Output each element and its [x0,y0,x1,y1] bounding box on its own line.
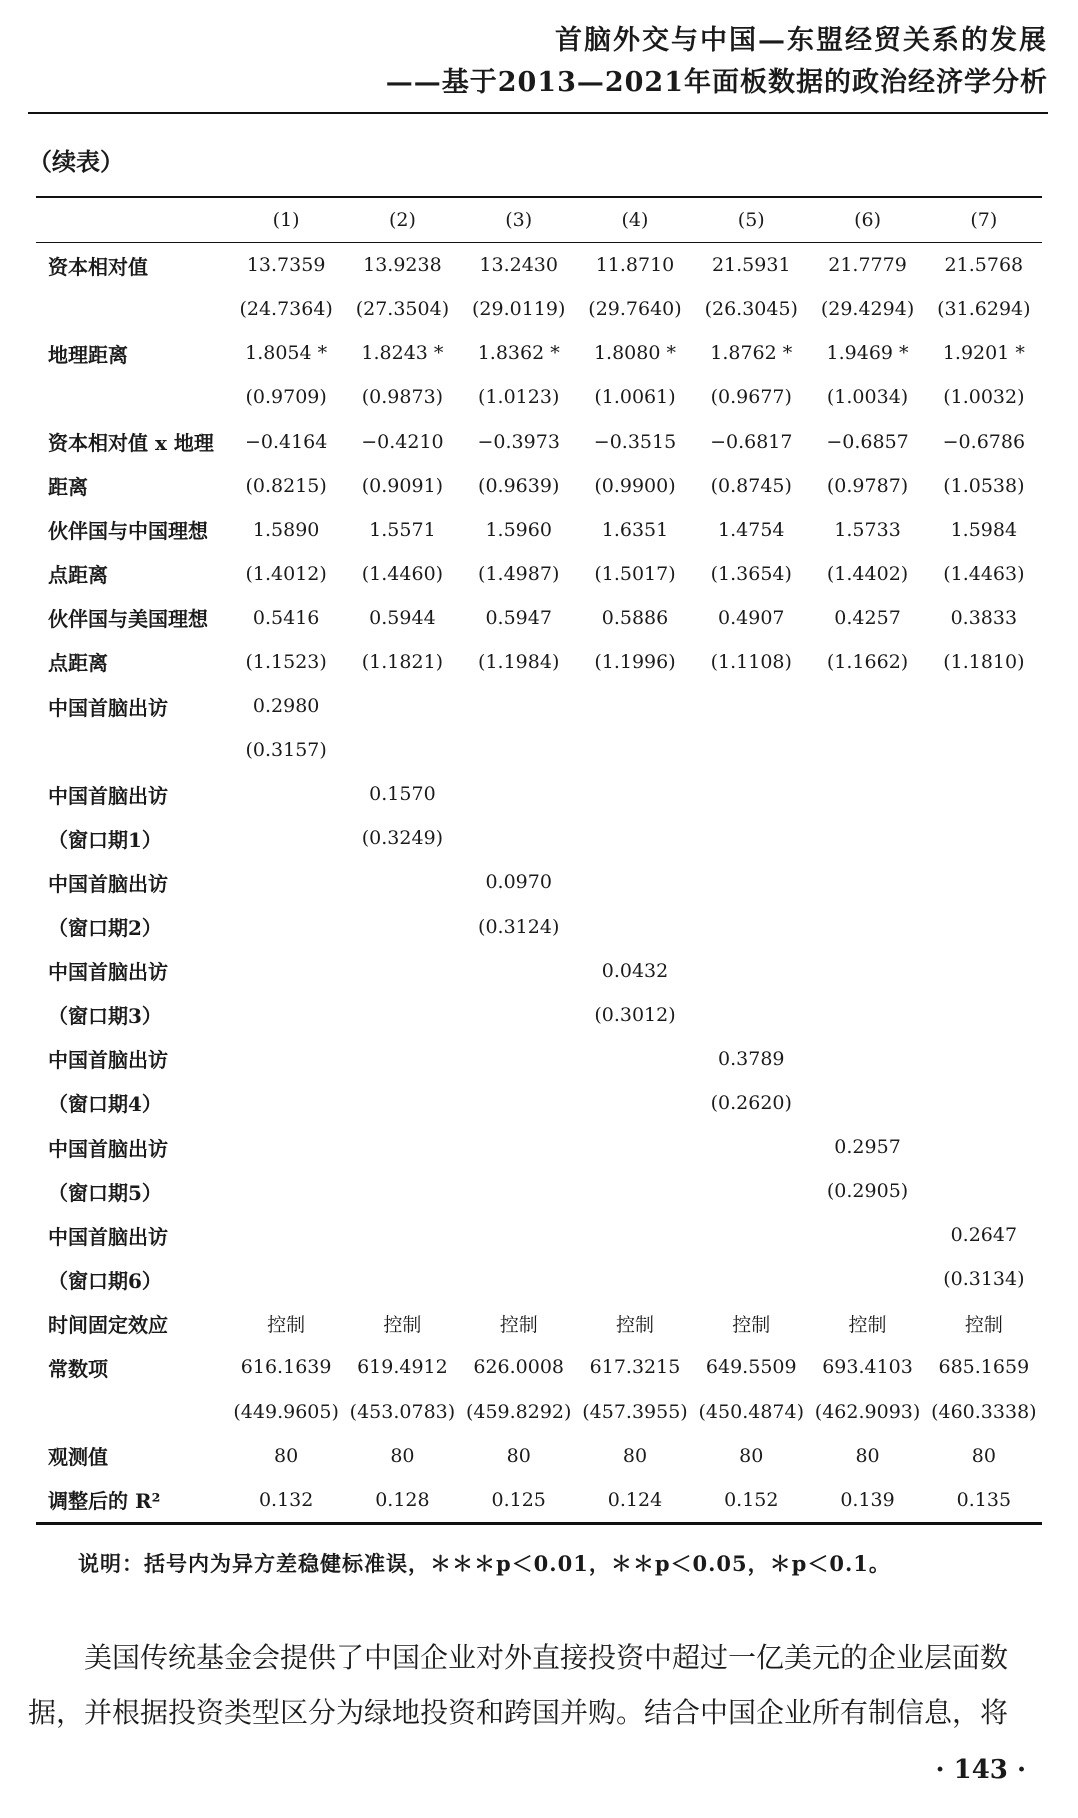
row-label: 中国首脑出访 [48,783,168,808]
table-row [36,552,1042,596]
table-cell: 1.5733 [834,518,901,541]
regression-table [36,196,1042,1525]
table-cell [926,816,1042,860]
table-cell [344,1081,460,1125]
table-cell [577,1257,693,1301]
table-cell: 控制 [267,1313,306,1336]
table-row [36,1478,1042,1524]
table-cell [461,1125,577,1169]
table-cell: 80 [274,1444,299,1467]
row-label: 中国首脑出访 [48,960,168,985]
table-cell [809,772,925,816]
table-cell: (1.1821) [361,650,444,673]
column-header: (6) [809,197,925,243]
row-label: 中国首脑出访 [48,1224,168,1249]
row-label: 点距离 [48,651,108,676]
table-cell: 13.9238 [363,254,442,277]
table-cell: −0.6857 [826,430,909,453]
table-cell [228,1037,344,1081]
table-cell [461,728,577,772]
table-row [36,243,1042,288]
table-row [36,772,1042,816]
table-row [36,640,1042,684]
table-cell [344,1169,460,1213]
table-row [36,1345,1042,1389]
table-row [36,508,1042,552]
table-cell [577,1213,693,1257]
table-cell: 1.8362 * [477,342,560,365]
table-cell: (450.4874) [698,1400,804,1423]
table-cell [461,1169,577,1213]
table-cell: 0.2647 [950,1224,1018,1247]
table-row [36,1169,1042,1213]
table-cell: 1.8762 * [710,342,793,365]
table-cell: (29.7640) [588,298,682,321]
table-note: 说明：括号内为异方差稳健标准误，＊＊＊p＜0.01，＊＊p＜0.05，＊p＜0.1。 [78,1551,891,1576]
table-cell: 1.5984 [950,518,1018,541]
running-header [28,22,1048,102]
row-label: 调整后的 R² [36,1478,228,1524]
table-cell: 11.8710 [595,254,675,277]
table-cell: 1.4754 [718,518,785,541]
table-cell: −0.6817 [710,430,793,453]
table-cell: 0.0432 [601,959,669,982]
table-cell [461,1213,577,1257]
table-cell: 21.5768 [944,254,1024,277]
running-header-line2: ——基于2013—2021年面板数据的政治经济学分析 [385,67,1048,98]
table-cell [461,993,577,1037]
table-cell [809,1037,925,1081]
table-cell [577,1037,693,1081]
table-cell: 1.9201 * [942,342,1025,365]
row-label: 中国首脑出访 [48,871,168,896]
row-label: 伙伴国与美国理想 [48,607,208,632]
table-cell: (27.3504) [355,298,450,321]
table-cell: −0.4210 [361,430,444,453]
table-cell: (24.7364) [239,298,333,321]
table-cell [926,684,1042,728]
table-cell [461,816,577,860]
table-cell: −0.3515 [593,430,677,453]
table-cell: 0.125 [461,1478,577,1524]
table-cell: 21.7779 [828,254,907,277]
table-cell: 0.132 [228,1478,344,1524]
table-cell: (460.3338) [931,1400,1037,1423]
row-label: 点距离 [48,563,108,588]
table-cell [228,949,344,993]
table-row [36,1081,1042,1125]
table-cell: (1.1108) [710,650,792,673]
table-cell: 1.5890 [252,518,320,541]
table-cell: (1.1662) [826,650,909,673]
table-cell [693,1257,809,1301]
table-cell: (1.4012) [245,562,327,585]
table-cell: 0.5886 [601,606,669,629]
column-header: (2) [344,197,460,243]
table-cell: 控制 [383,1313,422,1336]
table-cell: 0.139 [809,1478,925,1524]
table-cell [228,772,344,816]
table-row [36,728,1042,772]
table-cell: (459.8292) [465,1400,572,1423]
table-cell [926,1169,1042,1213]
table-cell [809,1257,925,1301]
table-cell: (1.0032) [943,386,1025,409]
row-label: （窗口期1） [48,827,162,852]
table-cell: (29.4294) [820,298,915,321]
table-cell: 0.124 [577,1478,693,1524]
table-cell: 685.1659 [938,1356,1030,1379]
table-cell: 0.2957 [834,1136,901,1159]
table-cell: 0.0970 [485,871,552,894]
table-cell: (0.9091) [361,474,444,497]
row-label: （窗口期2） [48,916,162,941]
row-label: （窗口期6） [48,1268,162,1293]
table-cell [344,860,460,904]
table-cell [693,860,809,904]
table-cell: 0.3833 [950,606,1018,629]
table-cell: (0.3249) [361,827,444,850]
table-cell [693,816,809,860]
table-cell [926,1081,1042,1125]
table-cell [926,860,1042,904]
table-cell [577,684,693,728]
table-cell [577,1169,693,1213]
table-cell: (1.4987) [478,562,560,585]
table-cell [577,772,693,816]
table-cell [693,684,809,728]
table-cell: (453.0783) [349,1400,456,1423]
column-header: (4) [577,197,693,243]
table-cell: (1.1523) [245,650,327,673]
table-cell [926,728,1042,772]
table-row [36,1390,1042,1434]
running-header-line1: 首脑外交与中国—东盟经贸关系的发展 [555,25,1048,56]
table-cell: 控制 [848,1313,887,1336]
table-cell: 0.1570 [369,783,436,806]
table-cell [926,949,1042,993]
table-cell: 控制 [732,1313,771,1336]
row-label: 中国首脑出访 [48,1048,168,1073]
table-cell [577,1125,693,1169]
table-header-row [36,197,1042,243]
table-cell [344,684,460,728]
table-row [36,287,1042,331]
table-row [36,1434,1042,1478]
row-label [36,1390,228,1434]
table-cell [344,1037,460,1081]
column-header: (1) [228,197,344,243]
row-label: 中国首脑出访 [48,1136,168,1161]
table-row [36,375,1042,419]
table-cell: 0.135 [926,1478,1042,1524]
table-cell: −0.6786 [942,430,1026,453]
table-row [36,419,1042,463]
row-label: 中国首脑出访 [48,695,168,720]
table-row [36,860,1042,904]
table-cell [228,1169,344,1213]
table-cell: (0.9787) [826,474,909,497]
table-cell: 21.5931 [711,254,791,277]
table-cell: 0.5416 [252,606,320,629]
table-cell: (0.2620) [710,1091,792,1114]
table-cell: (0.3012) [594,1003,676,1026]
table-cell: −0.3973 [477,430,560,453]
table-cell [577,1081,693,1125]
table-cell: 80 [506,1444,531,1467]
table-cell: (1.5017) [594,562,676,585]
table-cell [228,905,344,949]
table-cell: (1.0538) [943,474,1025,497]
table-cell [809,993,925,1037]
table-cell: 控制 [499,1313,538,1336]
table-row [36,905,1042,949]
table-cell: 80 [739,1444,764,1467]
table-cell [344,949,460,993]
row-label [36,728,228,772]
header-corner [36,197,228,243]
table-cell [809,1081,925,1125]
table-cell [926,1125,1042,1169]
table-cell: 80 [390,1444,415,1467]
table-cell [926,1037,1042,1081]
table-cell [809,728,925,772]
table-cell [228,1125,344,1169]
table-cell [809,816,925,860]
table-cell [461,1037,577,1081]
row-label: 资本相对值 [48,254,148,279]
table-row [36,1213,1042,1257]
table-cell [693,1169,809,1213]
row-label: （窗口期5） [48,1180,162,1205]
table-cell: (1.0034) [826,386,909,409]
row-label: 时间固定效应 [48,1312,168,1337]
regression-table-body [36,197,1042,1523]
table-cell: (26.3045) [704,298,798,321]
page-number: · 143 · [935,1755,1026,1785]
table-cell [461,772,577,816]
table-cell: 0.5947 [485,606,552,629]
table-cell [809,905,925,949]
table-cell: 1.8080 * [593,342,676,365]
column-header: (7) [926,197,1042,243]
table-cell [228,993,344,1037]
table-cell: (1.4460) [361,562,444,585]
table-cell [693,728,809,772]
table-cell: (0.3157) [245,739,327,762]
row-label: （窗口期4） [48,1092,162,1117]
table-row [36,331,1042,375]
row-label: 观测值 [48,1445,108,1470]
table-cell: 0.2980 [252,695,320,718]
table-cell [809,684,925,728]
table-cell: 1.8243 * [361,342,444,365]
row-label: 常数项 [48,1356,108,1381]
table-cell: −0.4164 [244,430,328,453]
table-cell [693,772,809,816]
table-cell: 0.152 [693,1478,809,1524]
table-cell [809,1213,925,1257]
table-cell [809,860,925,904]
table-cell: (1.0123) [478,386,560,409]
table-cell: 619.4912 [357,1356,448,1379]
table-cell [344,993,460,1037]
table-cell: 626.0008 [473,1356,565,1379]
table-cell [228,860,344,904]
table-cell [693,905,809,949]
table-cell: 13.7359 [246,254,326,277]
table-cell: (0.9677) [710,386,792,409]
table-cell [344,1257,460,1301]
table-row [36,1257,1042,1301]
table-cell: (0.9900) [594,474,676,497]
row-label: 地理距离 [48,342,128,367]
table-cell: (0.8745) [710,474,792,497]
table-cell: (0.9873) [361,386,444,409]
table-cell: 616.1639 [240,1356,332,1379]
table-row [36,993,1042,1037]
row-label [36,287,228,331]
table-cell [926,905,1042,949]
table-cell: (0.9709) [245,386,327,409]
table-cell: 80 [622,1444,648,1467]
table-cell: (0.9639) [478,474,560,497]
table-cell: (31.6294) [937,298,1031,321]
table-cell: (462.9093) [814,1400,921,1423]
table-cell: 0.3789 [718,1047,785,1070]
row-label [36,375,228,419]
table-cell [228,816,344,860]
table-cell: 693.4103 [822,1356,913,1379]
table-row [36,464,1042,508]
table-cell: (0.8215) [245,474,327,497]
table-cell: 0.128 [344,1478,460,1524]
table-cell [228,1213,344,1257]
row-label: 距离 [48,475,88,500]
table-cell [577,905,693,949]
table-row [36,596,1042,640]
table-cell: 649.5509 [705,1356,797,1379]
row-label: 伙伴国与中国理想 [48,519,208,544]
table-cell: (1.4463) [943,562,1025,585]
table-cell [461,1081,577,1125]
table-cell [926,993,1042,1037]
table-cell: 13.2430 [479,254,558,277]
column-header: (3) [461,197,577,243]
table-row [36,1125,1042,1169]
table-cell: (1.4402) [826,562,909,585]
table-cell: (449.9605) [233,1400,339,1423]
table-cell: (29.0119) [472,298,566,321]
table-cell: 0.4257 [834,606,901,629]
table-cell [461,1257,577,1301]
table-cell [228,1081,344,1125]
table-cell [809,949,925,993]
table-cell [461,949,577,993]
row-label: （窗口期3） [48,1004,162,1029]
table-cell [926,772,1042,816]
table-cell: (1.1984) [478,650,560,673]
table-cell: 控制 [964,1313,1003,1336]
table-cell: (0.3124) [478,915,560,938]
table-cell: (1.3654) [710,562,792,585]
table-cell: 1.8054 * [245,342,328,365]
header-rule [28,112,1048,114]
continued-label: （续表） [28,147,124,176]
table-cell: 1.9469 * [826,342,909,365]
table-cell: 0.4907 [718,606,785,629]
table-cell: (1.1996) [594,650,676,673]
table-cell: (457.3955) [582,1400,688,1423]
table-row [36,949,1042,993]
table-cell: (1.0061) [594,386,676,409]
table-cell [577,728,693,772]
table-cell [693,949,809,993]
table-cell [344,728,460,772]
table-cell: 0.5944 [369,606,436,629]
table-cell: (0.3134) [943,1268,1025,1291]
table-cell: 1.5960 [485,518,552,541]
table-cell: 617.3215 [589,1356,681,1379]
table-cell: (1.1810) [943,650,1025,673]
table-cell [693,1125,809,1169]
table-cell [577,860,693,904]
table-cell: 80 [855,1444,880,1467]
table-cell [228,1257,344,1301]
table-row [36,1301,1042,1345]
table-cell: (0.2905) [826,1180,909,1203]
table-cell [693,1213,809,1257]
table-cell [693,993,809,1037]
table-cell [344,905,460,949]
body-paragraph: 美国传统基金会提供了中国企业对外直接投资中超过一亿美元的企业层面数据，并根据投资类型区分为绿地投资和跨国并购。结合中国企业所有制信息，将 [28,1641,1009,1729]
table-cell: 1.5571 [369,518,436,541]
table-cell [344,1125,460,1169]
table-cell [344,1213,460,1257]
table-cell: 控制 [615,1313,654,1336]
table-row [36,684,1042,728]
row-label: 资本相对值 x 地理 [48,431,214,456]
table-cell [577,816,693,860]
table-cell: 80 [971,1444,996,1467]
table-cell: 1.6351 [601,518,669,541]
table-row [36,1037,1042,1081]
table-row [36,816,1042,860]
table-cell [461,684,577,728]
column-header: (5) [693,197,809,243]
